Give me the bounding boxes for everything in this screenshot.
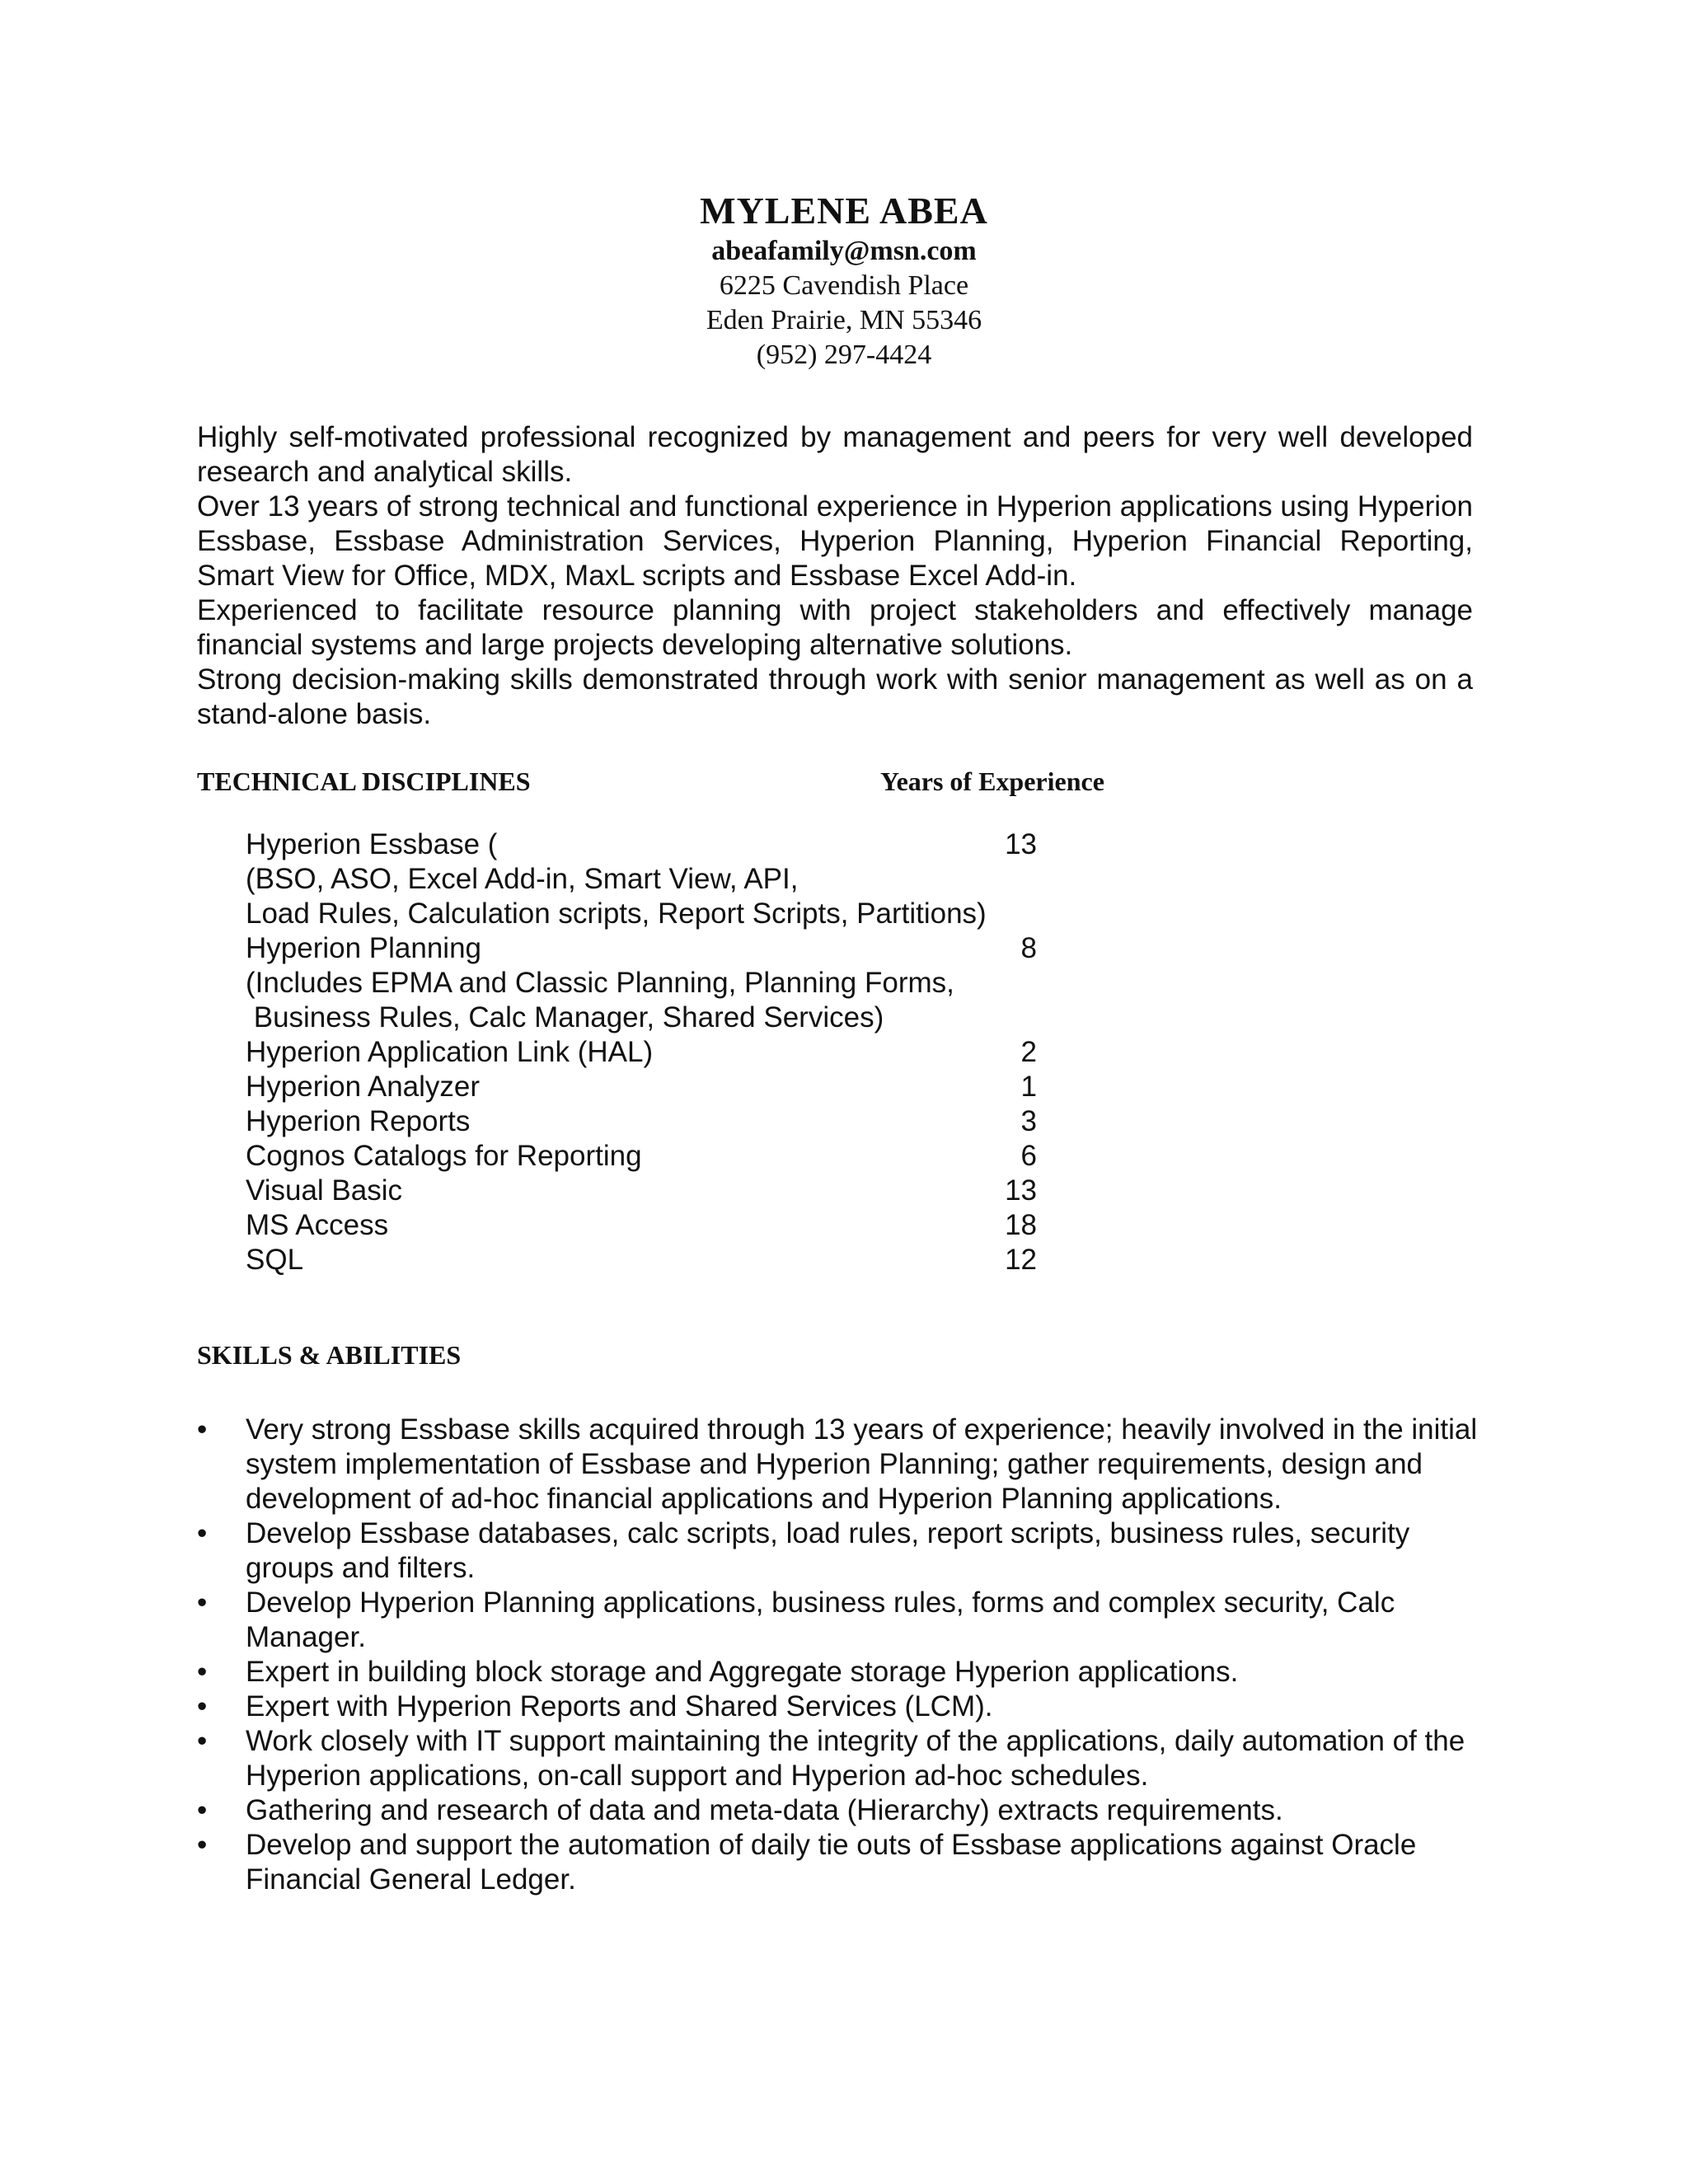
tech-discipline-item (246, 1070, 1037, 1104)
tech-discipline-detail: (Includes EPMA and Classic Planning, Planning Forms, (246, 967, 954, 999)
tech-discipline-row (246, 1208, 1037, 1243)
bullet-point: • (197, 1725, 208, 1757)
skill-list-item (197, 1793, 1483, 1828)
tech-discipline-row (246, 827, 1037, 862)
tech-discipline-row (246, 1070, 1037, 1104)
summary-paragraph: Highly self-motivated professional recognized by management and peers for very well developed research and analytical skills. (197, 421, 1473, 488)
tech-discipline-years: 1 (1020, 1071, 1037, 1103)
tech-discipline-years: 6 (1020, 1140, 1037, 1172)
tech-discipline-name: Hyperion Essbase ( (246, 828, 498, 860)
tech-discipline-years: 12 (1005, 1244, 1037, 1276)
tech-discipline-name: MS Access (246, 1209, 389, 1241)
bullet-point: • (197, 1794, 208, 1826)
skills-abilities-heading: SKILLS & ABILITIES (197, 1340, 462, 1370)
tech-discipline-row (246, 1104, 1037, 1139)
tech-discipline-detail: (BSO, ASO, Excel Add-in, Smart View, API, (246, 863, 799, 895)
tech-discipline-item (246, 931, 1037, 1035)
bullet-point: • (197, 1586, 208, 1619)
tech-discipline-item (246, 1139, 1037, 1174)
tech-discipline-years: 2 (1020, 1036, 1037, 1068)
skill-text: Develop Hyperion Planning applications, business rules, forms and complex security, Calc Manager. (246, 1586, 1395, 1653)
skill-text: Expert in building block storage and Aggregate storage Hyperion applications. (246, 1656, 1239, 1688)
tech-discipline-detail: Load Rules, Calculation scripts, Report Scripts, Partitions) (246, 898, 987, 930)
tech-discipline-name: Hyperion Application Link (HAL) (246, 1036, 654, 1068)
tech-discipline-years: 18 (1005, 1209, 1037, 1241)
professional-summary (197, 420, 1473, 732)
skills-abilities-list (197, 1413, 1483, 1897)
tech-discipline-years: 13 (1005, 828, 1037, 860)
tech-discipline-name: Hyperion Reports (246, 1105, 471, 1137)
tech-discipline-row (246, 1243, 1037, 1277)
tech-discipline-name: Hyperion Analyzer (246, 1071, 481, 1103)
tech-discipline-name: Hyperion Planning (246, 932, 482, 964)
tech-discipline-item (246, 827, 1037, 931)
tech-discipline-item (246, 1243, 1037, 1277)
skill-text: Expert with Hyperion Reports and Shared Services (LCM). (246, 1690, 993, 1722)
skill-text: Work closely with IT support maintaining the integrity of the applications, daily automation of the Hyperion applications, on-call support and Hyperion ad-hoc schedules. (246, 1725, 1465, 1792)
tech-discipline-item (246, 1104, 1037, 1139)
tech-discipline-name: Cognos Catalogs for Reporting (246, 1140, 642, 1172)
skill-list-item (197, 1516, 1483, 1586)
tech-discipline-item (246, 1035, 1037, 1070)
resume-header (0, 188, 1688, 373)
tech-discipline-detail: Business Rules, Calc Manager, Shared Services) (246, 1001, 884, 1033)
bullet-point: • (197, 1656, 208, 1688)
tech-discipline-item (246, 1174, 1037, 1208)
tech-discipline-years: 3 (1020, 1105, 1037, 1137)
tech-discipline-row (246, 1174, 1037, 1208)
skill-text: Develop Essbase databases, calc scripts, load rules, report scripts, business rules, security groups and filters. (246, 1517, 1410, 1584)
tech-discipline-name: Visual Basic (246, 1174, 403, 1207)
summary-paragraph: Experienced to facilitate resource planning with project stakeholders and effectively manage financial systems and large projects developing alternative solutions. (197, 594, 1473, 661)
bullet-point: • (197, 1690, 208, 1722)
skill-text: Develop and support the automation of daily tie outs of Essbase applications against Oracle Financial General Ledger. (246, 1829, 1417, 1896)
summary-paragraph: Strong decision-making skills demonstrated through work with senior management as well as on a stand-alone basis. (197, 663, 1473, 730)
tech-discipline-row (246, 1139, 1037, 1174)
technical-disciplines-list (246, 827, 1037, 1277)
email-address[interactable]: abeafamily@msn.com (711, 236, 977, 266)
address-line-2: Eden Prairie, MN 55346 (706, 305, 982, 335)
tech-discipline-name: SQL (246, 1244, 304, 1276)
skill-text: Gathering and research of data and meta-data (Hierarchy) extracts requirements. (246, 1794, 1283, 1826)
candidate-name: MYLENE ABEA (700, 190, 988, 232)
skill-list-item (197, 1586, 1483, 1655)
bullet-point: • (197, 1413, 208, 1446)
tech-discipline-row (246, 1035, 1037, 1070)
years-of-experience-heading: Years of Experience (880, 766, 1104, 796)
summary-paragraph: Over 13 years of strong technical and functional experience in Hyperion applications using Hyperion Essbase, Essbase Administration Services, Hyperion Planning, Hyperion Financial Reporting, Smart View for Office, MDX, MaxL scripts and Essbase Excel Add-in. (197, 490, 1473, 592)
tech-discipline-years: 13 (1005, 1174, 1037, 1207)
skill-list-item (197, 1413, 1483, 1516)
skill-list-item (197, 1724, 1483, 1793)
skill-list-item (197, 1828, 1483, 1897)
skill-text: Very strong Essbase skills acquired through 13 years of experience; heavily involved in the initial system implementation of Essbase and Hyperion Planning; gather requirements, design and development of ad-hoc financial applications and Hyperion Planning applications. (246, 1413, 1478, 1515)
technical-disciplines-heading: TECHNICAL DISCIPLINES (197, 766, 531, 796)
phone-number: (952) 297-4424 (756, 340, 932, 370)
bullet-point: • (197, 1517, 208, 1549)
bullet-point: • (197, 1829, 208, 1861)
skill-list-item (197, 1655, 1483, 1690)
address-line-1: 6225 Cavendish Place (719, 270, 969, 301)
tech-discipline-years: 8 (1020, 932, 1037, 964)
skill-list-item (197, 1690, 1483, 1724)
tech-discipline-item (246, 1208, 1037, 1243)
tech-discipline-row (246, 931, 1037, 966)
